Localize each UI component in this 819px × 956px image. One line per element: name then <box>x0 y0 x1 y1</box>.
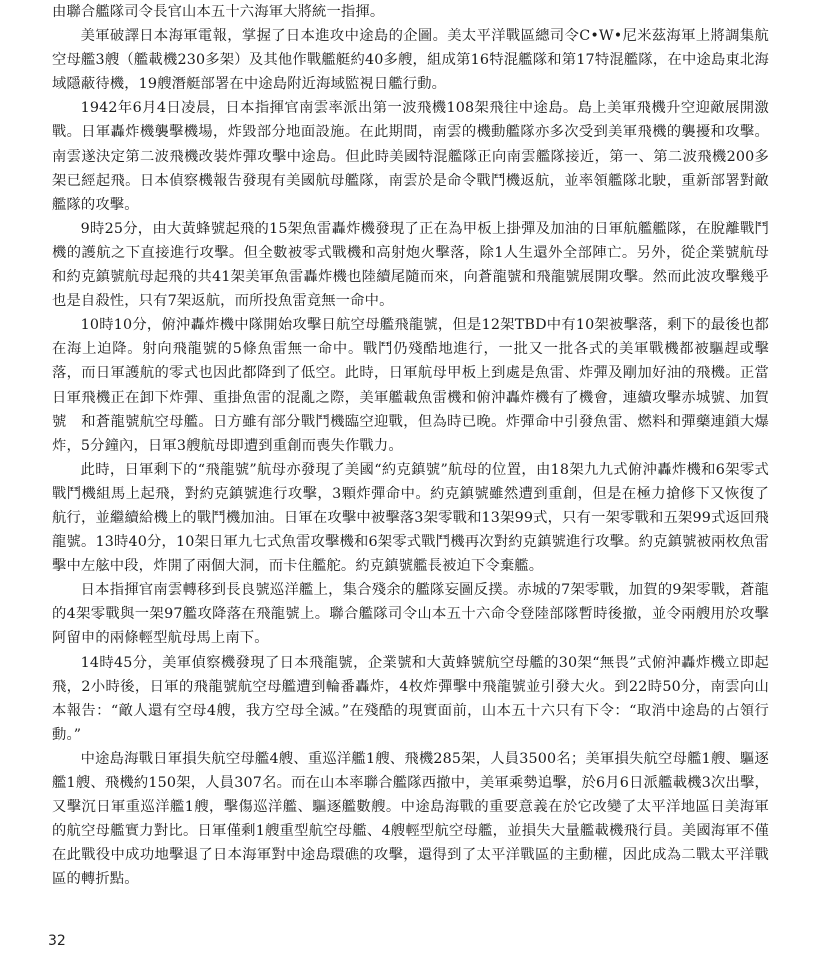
paragraph: 日本指揮官南雲轉移到長良號巡洋艦上，集合殘余的艦隊妄圖反撲。赤城的7架零戰，加賀的9架零戰，蒼龍的4架零戰與一架97艦攻降落在飛龍號上。聯合艦隊司令山本五十六命令登陸部隊暫時後撤，並令兩艘用於攻擊阿留申的兩條輕型航母馬上南下。 <box>52 582 769 647</box>
paragraph: 9時25分，由大黃蜂號起飛的15架魚雷轟炸機發現了正在為甲板上掛彈及加油的日軍航艦艦隊，在脫離戰鬥機的護航之下直接進行攻擊。但全數被零式戰機和高射炮火擊落，除1人生還外全部陣亡。另外，從企業號航母和約克鎮號航母起飛的共41架美軍魚雷轟炸機也陸續尾隨而來，向蒼龍號和飛龍號展開攻擊。然而此波攻擊幾乎也是自殺性，只有7架返航，而所投魚雷竟無一命中。 <box>52 220 769 310</box>
paragraph-continuation: 由聯合艦隊司令長官山本五十六海軍大將統一指揮。 <box>52 4 385 20</box>
paragraph: 1942年6月4日凌晨，日本指揮官南雲率派出第一波飛機108架飛往中途島。島上美軍飛機升空迎敵展開激戰。日軍轟炸機襲擊機場，炸毀部分地面設施。在此期間，南雲的機動艦隊亦多次受到美軍飛機的襲擾和攻擊。南雲遂決定第二波飛機改裝炸彈攻擊中途島。但此時美國特混艦隊正向南雲艦隊接近，第一、第二波飛機200多架已經起飛。日本偵察機報告發現有美國航母艦隊，南雲於是命令戰鬥機返航，並率領艦隊北駛，重新部署對敵艦隊的攻擊。 <box>52 100 769 213</box>
paragraph: 10時10分，俯沖轟炸機中隊開始攻擊日航空母艦飛龍號，但是12架TBD中有10架被擊落，剩下的最後也都在海上迫降。射向飛龍號的5條魚雷無一命中。戰鬥仍殘酷地進行，一批又一批各式的美軍戰機都被驅趕或擊落，而日軍護航的零式也因此都降到了低空。此時，日軍航母甲板上到處是魚雷、炸彈及剛加好油的飛機。正當日軍飛機正在卸下炸彈、重掛魚雷的混亂之際，美軍艦載魚雷機和俯沖轟炸機有了機會，連續攻擊赤城號、加賀號 和蒼龍號航空母艦。日方雖有部分戰鬥機臨空迎戰，但為時已晚。炸彈命中引發魚雷、燃料和彈藥連鎖大爆炸，5分鐘內，日軍3艘航母即遭到重創而喪失作戰力。 <box>52 317 769 454</box>
paragraph: 14時45分，美軍偵察機發現了日本飛龍號，企業號和大黃蜂號航空母艦的30架“無畏”式俯沖轟炸機立即起飛，2小時後，日軍的飛龍號航空母艦遭到輪番轟炸，4枚炸彈擊中飛龍號並引發大火。到22時50分，南雲向山本報告：“敵人還有空母4艘，我方空母全滅。”在殘酷的現實面前，山本五十六只有下令：“取消中途島的占領行動。” <box>52 654 769 743</box>
paragraph: 此時，日軍剩下的“飛龍號”航母亦發現了美國“約克鎮號”航母的位置，由18架九九式俯沖轟炸機和6架零式戰鬥機組馬上起飛，對約克鎮號進行攻擊，3顆炸彈命中。約克鎮號雖然遭到重創，但是在極力搶修下又恢復了航行，並繼續給機上的戰鬥機加油。日軍在攻擊中被擊落3架零戰和13架99式，只有一架零戰和五架99式返回飛龍號。13時40分，10架日軍九七式魚雷攻擊機和6架零式戰鬥機再次對約克鎮號進行攻擊。約克鎮號被兩枚魚雷擊中左舷中段，炸開了兩個大洞，而卡住艦舵。約克鎮號艦長被迫下令棄艦。 <box>52 461 769 575</box>
body-text <box>52 0 769 891</box>
paragraph: 中途島海戰日軍損失航空母艦4艘、重巡洋艦1艘、飛機285架，人員3500名；美軍損失航空母艦1艘、驅逐艦1艘、飛機約150架，人員307名。而在山本率聯合艦隊西撤中，美軍乘勢追擊，於6月6日派艦載機3次出擊，又擊沉日軍重巡洋艦1艘，擊傷巡洋艦、驅逐艦數艘。中途島海戰的重要意義在於它改變了太平洋地區日美海軍的航空母艦實力對比。日軍僅剩1艘重型航空母艦、4艘輕型航空母艦，並損失大量艦載機飛行員。美國海軍不僅在此戰役中成功地擊退了日本海軍對中途島環礁的攻擊，還得到了太平洋戰區的主動權，因此成為二戰太平洋戰區的轉折點。 <box>52 750 769 888</box>
page-number: 32 <box>48 933 66 949</box>
paragraph: 美軍破譯日本海軍電報，掌握了日本進攻中途島的企圖。美太平洋戰區總司令C•W•尼米茲海軍上將調集航空母艦3艘（艦載機230多架）及其他作戰艦艇約40多艘，組成第16特混艦隊和第17特混艦隊，在中途島東北海域隱蔽待機，19艘潛艇部署在中途島附近海域監視日艦行動。 <box>52 28 769 93</box>
